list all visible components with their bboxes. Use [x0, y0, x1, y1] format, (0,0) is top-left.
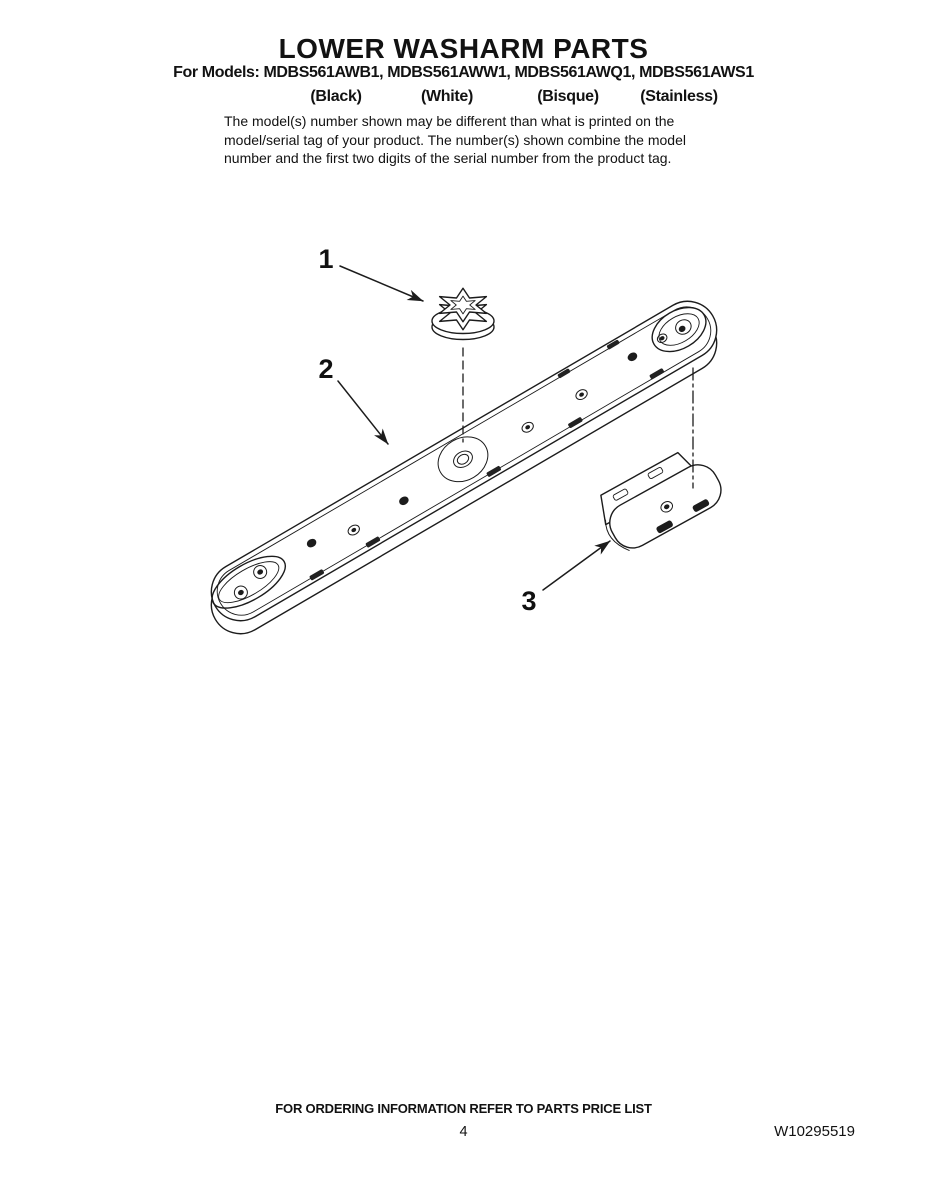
page-title: LOWER WASHARM PARTS	[278, 33, 649, 64]
models-line: For Models: MDBS561AWB1, MDBS561AWW1, MDBS561AWQ1, MDBS561AWS1	[173, 64, 754, 81]
knob-part	[432, 288, 494, 339]
disclaimer-text: The model(s) number shown may be different than what is printed on the model/serial tag of your product. The number(s) shown combine the model number and the first two digits of the serial number from the product tag.	[224, 113, 686, 167]
clip-part	[591, 442, 729, 557]
ordering-note: FOR ORDERING INFORMATION REFER TO PARTS PRICE LIST	[275, 1101, 652, 1116]
washarm-part	[201, 291, 728, 645]
color-label-stainless: (Stainless)	[640, 88, 718, 105]
callout-arrow-3	[543, 541, 610, 590]
callout-arrow-1	[340, 266, 423, 301]
color-label-white: (White)	[420, 88, 474, 105]
color-label-black: (Black)	[310, 88, 362, 105]
callout-label-3: 3	[521, 586, 537, 616]
callout-label-2: 2	[318, 354, 334, 384]
callout-arrow-2	[338, 381, 388, 444]
document-number: W10295519	[774, 1123, 855, 1140]
page-number: 4	[459, 1124, 468, 1140]
callout-label-1: 1	[318, 244, 334, 274]
color-label-bisque: (Bisque)	[537, 88, 599, 105]
